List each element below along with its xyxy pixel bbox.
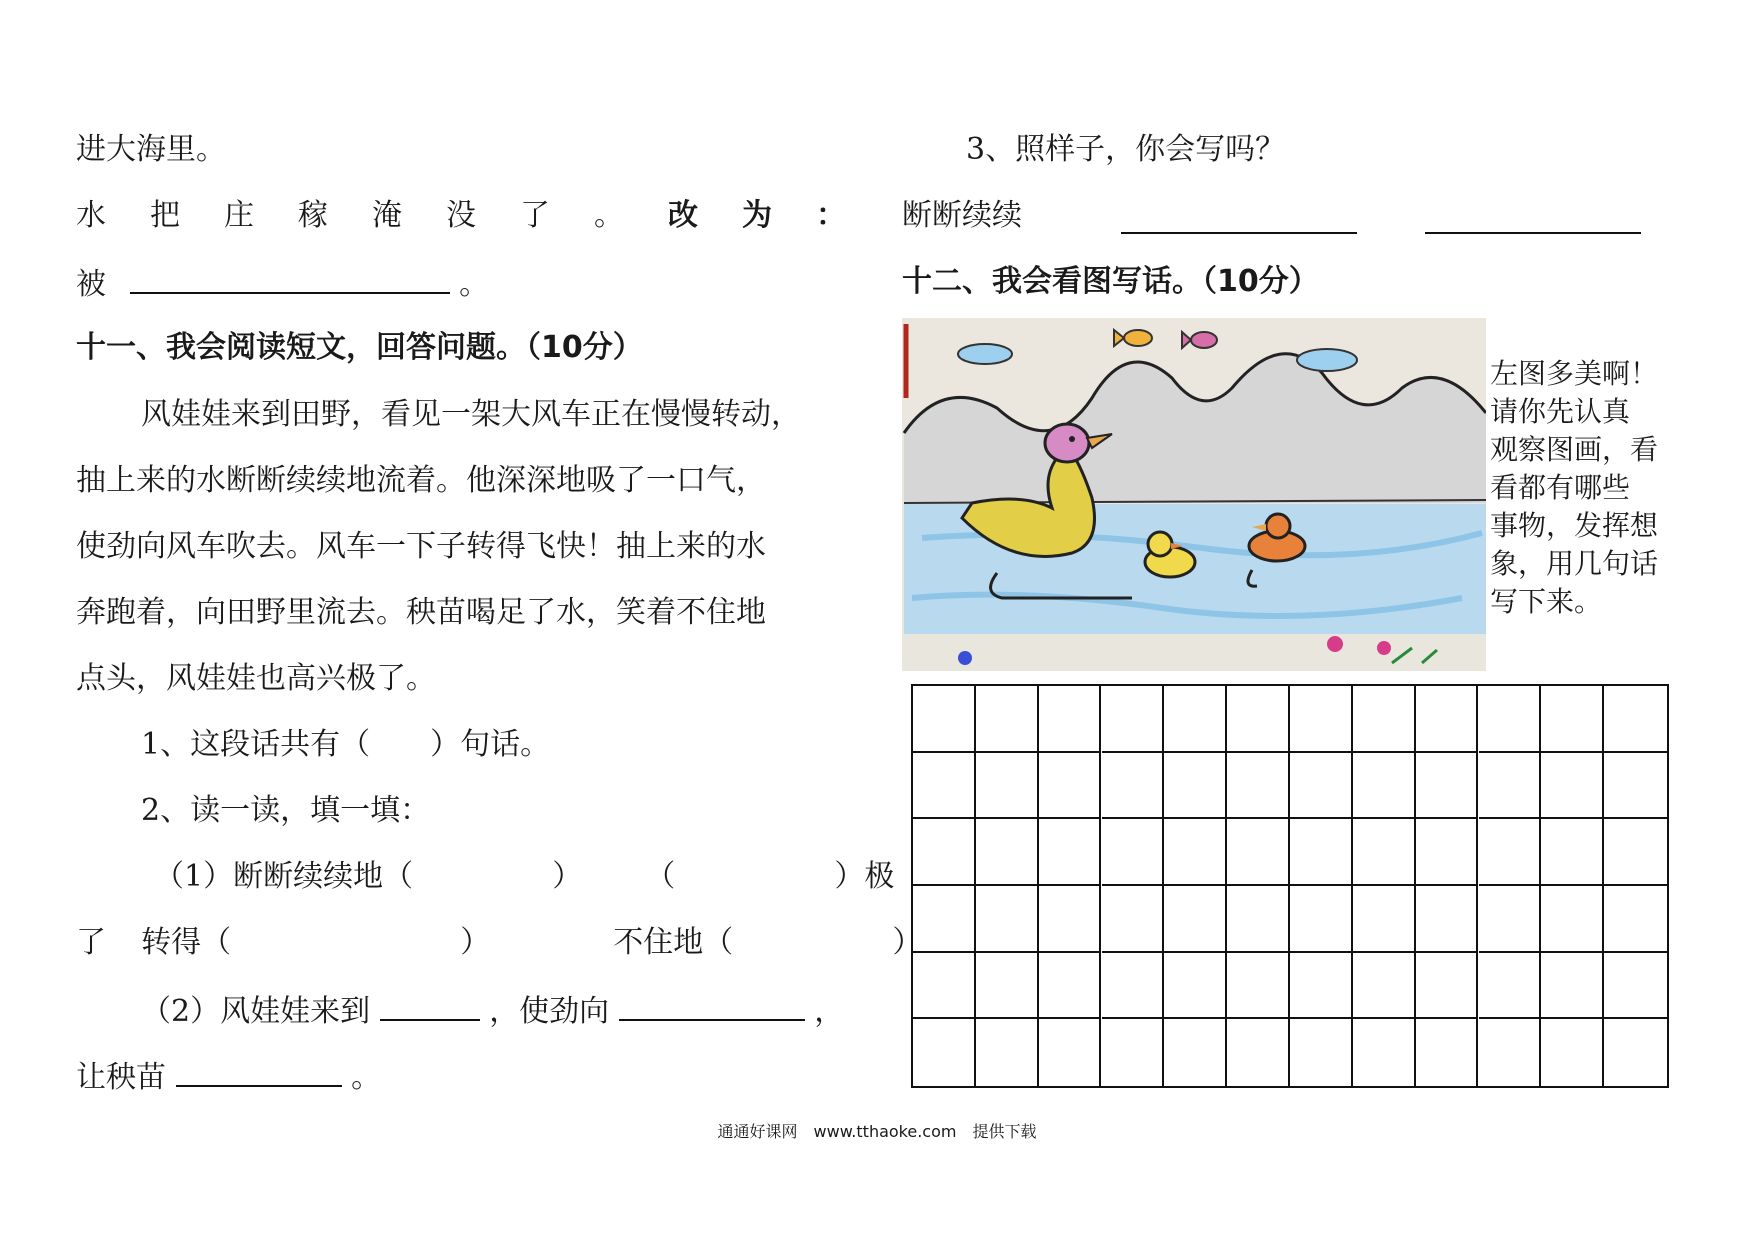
q2-1-zhuande: 转得（ [141,925,232,960]
q2-1-paren-open: （ [645,859,676,894]
grid-cell[interactable] [1541,819,1604,886]
q2-2-blank-1[interactable] [380,989,480,1021]
sentence-char: 把 [150,198,180,233]
drawing-instructions [1490,355,1660,621]
grid-cell[interactable] [1039,953,1102,1020]
grid-cell[interactable] [1604,819,1667,886]
grid-cell[interactable] [1164,686,1227,753]
change-label-char: 为 [742,198,772,233]
grid-cell[interactable] [1416,886,1479,953]
grid-cell[interactable] [976,886,1039,953]
grid-cell[interactable] [1541,686,1604,753]
q2-2-prompt-b: ，使劲向 [489,994,610,1029]
grid-cell[interactable] [1479,886,1542,953]
grid-cell[interactable] [1541,753,1604,820]
writing-grid[interactable] [911,684,1669,1088]
example-blank-1[interactable] [1121,232,1357,234]
grid-cell[interactable] [1479,686,1542,753]
grid-cell[interactable] [1353,686,1416,753]
q2-1-prompt: （1）断断续续地（ [154,859,414,894]
q2-2-prompt-e: 。 [351,1060,382,1095]
change-label-char: 改 [668,198,698,233]
grid-cell[interactable] [1227,886,1290,953]
grid-cell[interactable] [1290,1019,1353,1086]
passage-line: 抽上来的水断断续续地流着。他深深地吸了一口气， [76,463,766,498]
q2-2-prompt-c: ， [814,994,845,1029]
grid-cell[interactable] [1290,953,1353,1020]
grid-cell[interactable] [1227,753,1290,820]
grid-cell[interactable] [1227,953,1290,1020]
sentence-char: 淹 [372,198,402,233]
grid-cell[interactable] [1416,753,1479,820]
question-3: 3、照样子，你会写吗？ [966,132,1286,167]
sentence-char: 水 [76,198,106,233]
q2-1-zhuande-close: ） [460,925,491,960]
sentence-char: 。 [594,198,624,233]
question-2-2-line2 [76,1055,381,1098]
q2-2-prompt-d: 让秧苗 [76,1060,166,1095]
grid-cell[interactable] [1416,819,1479,886]
sentence-char: 了 [520,198,550,233]
grid-cell[interactable] [1102,753,1165,820]
grid-cell[interactable] [913,886,976,953]
grid-cell[interactable] [1541,953,1604,1020]
original-sentence [76,196,846,236]
grid-cell[interactable] [1541,886,1604,953]
section-11-title: 十一、我会阅读短文，回答问题。（10分） [76,330,643,365]
question-1: 1、这段话共有（ ）句话。 [141,727,551,762]
grid-cell[interactable] [1353,1019,1416,1086]
sentence-char: 没 [446,198,476,233]
bei-line [76,262,489,305]
bei-answer-blank[interactable] [130,262,450,294]
question-2-2-line1 [141,989,844,1032]
grid-cell[interactable] [1604,953,1667,1020]
sentence-char: 庄 [224,198,254,233]
grid-cell[interactable] [1290,686,1353,753]
q2-2-blank-2[interactable] [619,989,805,1021]
grid-cell[interactable] [1353,953,1416,1020]
question-2: 2、读一读，填一填： [141,793,431,828]
grid-cell[interactable] [1541,1019,1604,1086]
instruction-line: 请你先认真 [1490,395,1631,428]
grid-cell[interactable] [1290,886,1353,953]
example-blank-2[interactable] [1425,232,1641,234]
instruction-line: 观察图画，看 [1490,433,1659,466]
bei-end: 。 [459,267,490,302]
grid-cell[interactable] [1416,953,1479,1020]
q2-1-ji: ）极 [834,859,895,894]
grid-cell[interactable] [1416,1019,1479,1086]
change-label-char: ： [816,198,846,233]
grid-cell[interactable] [1102,686,1165,753]
grid-cell[interactable] [1604,686,1667,753]
instruction-line: 象，用几句话 [1490,547,1659,580]
grid-cell[interactable] [1290,753,1353,820]
grid-cell[interactable] [1102,953,1165,1020]
q2-1-paren-close: ） [552,859,583,894]
passage-line: 奔跑着，向田野里流去。秧苗喝足了水，笑着不住地 [76,595,766,630]
page-footer: 通通好课网 www.tthaoke.com 提供下载 [717,1122,1037,1141]
q2-1-buzhu-close: ） [892,925,923,960]
grid-cell[interactable] [976,953,1039,1020]
grid-cell[interactable] [1039,686,1102,753]
grid-cell[interactable] [913,1019,976,1086]
grid-cell[interactable] [913,953,976,1020]
grid-cell[interactable] [976,819,1039,886]
grid-cell[interactable] [1164,819,1227,886]
grid-cell[interactable] [1290,819,1353,886]
instruction-line: 左图多美啊！ [1490,357,1659,390]
grid-cell[interactable] [1353,753,1416,820]
example-word: 断断续续 [902,198,1022,233]
passage-line: 点头，风娃娃也高兴极了。 [76,661,436,696]
grid-cell[interactable] [913,686,976,753]
grid-cell[interactable] [1102,819,1165,886]
grid-cell[interactable] [1353,886,1416,953]
grid-cell[interactable] [1227,819,1290,886]
continuation-line: 进大海里。 [76,132,226,167]
grid-cell[interactable] [913,819,976,886]
grid-cell[interactable] [976,753,1039,820]
grid-cell[interactable] [1479,753,1542,820]
grid-cell[interactable] [1353,819,1416,886]
instruction-line: 看都有哪些 [1490,471,1631,504]
grid-cell[interactable] [1039,1019,1102,1086]
grid-cell[interactable] [1039,753,1102,820]
grid-cell[interactable] [976,686,1039,753]
grid-cell[interactable] [1164,753,1227,820]
grid-cell[interactable] [1604,753,1667,820]
q2-2-blank-3[interactable] [176,1055,342,1087]
example-line [902,196,1022,236]
duck-drawing-image [902,318,1486,671]
instruction-line: 写下来。 [1490,585,1603,618]
section-12-title: 十二、我会看图写话。（10分） [902,264,1319,299]
grid-cell[interactable] [1604,1019,1667,1086]
q2-1-buzhu: 不住地（ [613,925,734,960]
grid-cell[interactable] [1479,819,1542,886]
q2-1-le: 了 [76,925,106,960]
grid-cell[interactable] [913,753,976,820]
grid-cell[interactable] [1227,1019,1290,1086]
grid-cell[interactable] [1479,1019,1542,1086]
instruction-line: 事物，发挥想 [1490,509,1659,542]
grid-cell[interactable] [1164,1019,1227,1086]
grid-cell[interactable] [1039,886,1102,953]
grid-cell[interactable] [1102,1019,1165,1086]
q2-2-prompt-a: （2）风娃娃来到 [141,994,371,1029]
passage-line: 风娃娃来到田野，看见一架大风车正在慢慢转动， [141,397,801,432]
grid-cell[interactable] [1164,953,1227,1020]
passage-line: 使劲向风车吹去。风车一下子转得飞快！抽上来的水 [76,529,766,564]
grid-cell[interactable] [976,1019,1039,1086]
grid-cell[interactable] [1102,886,1165,953]
grid-cell[interactable] [1479,953,1542,1020]
grid-cell[interactable] [1227,686,1290,753]
grid-cell[interactable] [1604,886,1667,953]
grid-cell[interactable] [1416,686,1479,753]
question-2-1-line2 [76,923,922,963]
sentence-char: 稼 [298,198,328,233]
grid-cell[interactable] [1039,819,1102,886]
bei-label: 被 [76,267,106,302]
grid-cell[interactable] [1164,886,1227,953]
rewrite-sentence [76,196,846,236]
question-2-1-line1 [154,857,894,897]
